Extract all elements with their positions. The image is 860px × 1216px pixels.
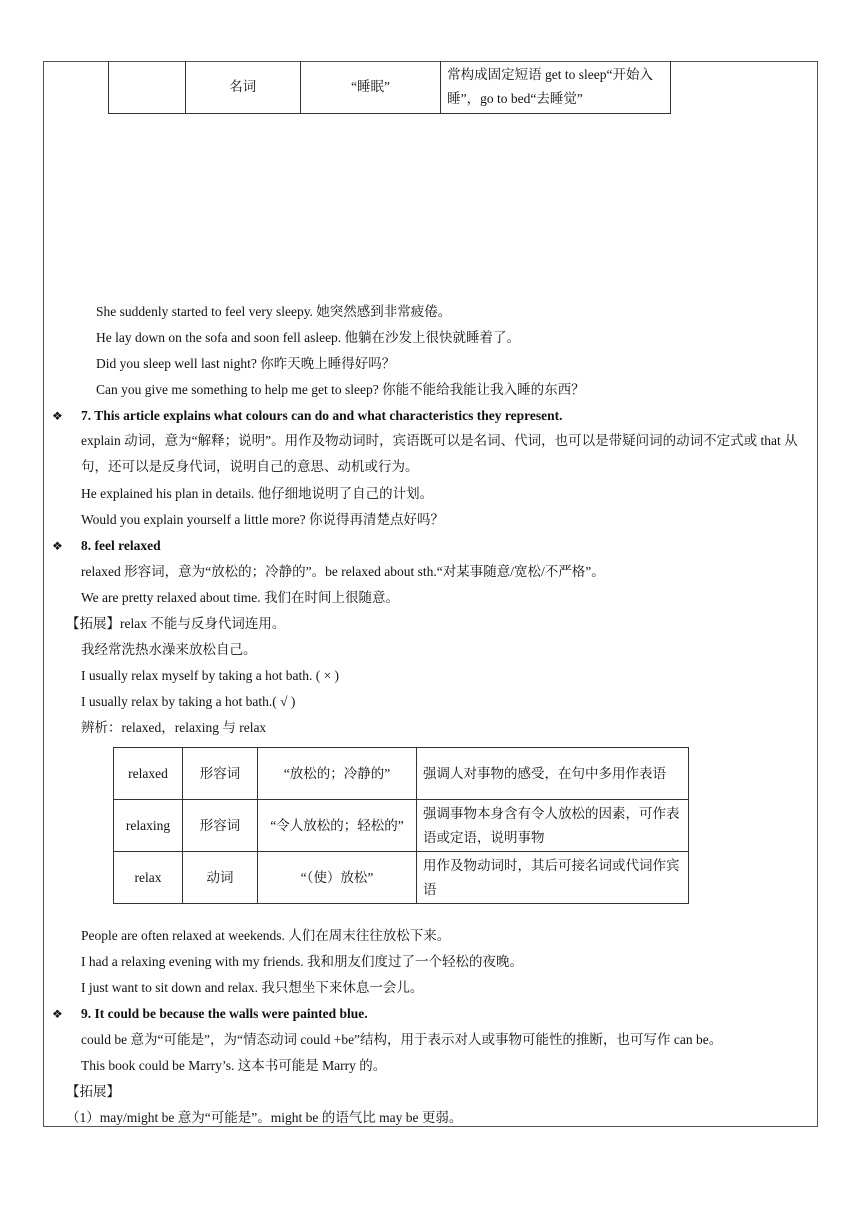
example-sentence: People are often relaxed at weekends. 人们在周末往往放松下来。 xyxy=(81,928,451,943)
explanation-text: could be 意为“可能是”，为“情态动词 could +be”结构，用于表示对人或事物可能性的推断，也可写作 can be。 xyxy=(81,1032,723,1047)
example-sentence: Would you explain yourself a little more? 你说得再清楚点好吗？ xyxy=(81,512,444,527)
relax-compare-table xyxy=(113,747,689,904)
explanation-text: explain 动词，意为“解释；说明”。用作及物动词时，宾语既可以是名词、代词，也可以是带疑问词的动词不定式或 that 从句，还可以是反身代词，说明自己的意思、动机或行为。 xyxy=(81,433,798,474)
table-row xyxy=(114,852,689,904)
table-row xyxy=(109,61,671,114)
table-cell: relax xyxy=(114,852,183,904)
table-cell: 形容词 xyxy=(183,800,258,852)
note-text: （1）may/might be 意为“可能是”。might be 的语气比 may be 更弱。 xyxy=(66,1110,463,1125)
table-cell: 用作及物动词时，其后可接名词或代词作宾语 xyxy=(417,852,689,904)
right-example: I usually relax by taking a hot bath.( √ ) xyxy=(81,694,296,709)
table-cell: “放松的；冷静的” xyxy=(258,748,417,800)
table-cell: relaxing xyxy=(114,800,183,852)
table-cell: “令人放松的；轻松的” xyxy=(258,800,417,852)
example-sentence: He explained his plan in details. 他仔细地说明了自己的计划。 xyxy=(81,486,434,501)
example-sentence: Did you sleep well last night? 你昨天晚上睡得好吗？ xyxy=(96,356,396,371)
example-sentence: 我经常洗热水澡来放松自己。 xyxy=(81,642,257,657)
wrong-example: I usually relax myself by taking a hot bath. ( × ) xyxy=(81,668,340,683)
example-sentence: We are pretty relaxed about time. 我们在时间上很随意。 xyxy=(81,590,399,605)
table-cell: 名词 xyxy=(185,61,300,114)
table-cell: 形容词 xyxy=(183,748,258,800)
expand-note: 【拓展】 xyxy=(66,1084,120,1099)
table-cell: 强调人对事物的感受，在句中多用作表语 xyxy=(417,748,689,800)
item-heading: 7. This article explains what colours can do and what characteristics they represent. xyxy=(81,408,563,423)
example-sentence: I just want to sit down and relax. 我只想坐下来休息一会儿。 xyxy=(81,980,424,995)
table-cell: “（使）放松” xyxy=(258,852,417,904)
example-sentence: He lay down on the sofa and soon fell asleep. 他躺在沙发上很快就睡着了。 xyxy=(96,330,521,345)
example-sentence: She suddenly started to feel very sleepy. 她突然感到非常疲倦。 xyxy=(96,304,452,319)
table-row xyxy=(114,748,689,800)
item-heading: 8. feel relaxed xyxy=(81,538,161,553)
table-cell: 强调事物本身含有令人放松的因素，可作表语或定语，说明事物 xyxy=(417,800,689,852)
example-sentence: This book could be Marry’s. 这本书可能是 Marry 的。 xyxy=(81,1058,387,1073)
item-heading: 9. It could be because the walls were painted blue. xyxy=(81,1006,368,1021)
table-row xyxy=(114,800,689,852)
sleep-table xyxy=(108,61,671,114)
table-cell: 动词 xyxy=(183,852,258,904)
example-sentence: I had a relaxing evening with my friends. 我和朋友们度过了一个轻松的夜晚。 xyxy=(81,954,524,969)
table-cell: “睡眠” xyxy=(300,61,440,114)
table-cell: 常构成固定短语 get to sleep“开始入睡”，go to bed“去睡觉” xyxy=(441,61,671,114)
diamond-bullet-icon: ❖ xyxy=(52,539,63,553)
expand-note: 【拓展】relax 不能与反身代词连用。 xyxy=(66,616,286,631)
diamond-bullet-icon: ❖ xyxy=(52,409,63,423)
diamond-bullet-icon: ❖ xyxy=(52,1007,63,1021)
explanation-text: relaxed 形容词，意为“放松的；冷静的”。be relaxed about sth.“对某事随意/宽松/不严格”。 xyxy=(81,564,605,579)
table-cell xyxy=(109,61,186,114)
compare-heading: 辨析：relaxed，relaxing 与 relax xyxy=(81,720,267,735)
table-cell: relaxed xyxy=(114,748,183,800)
example-sentence: Can you give me something to help me get to sleep? 你能不能给我能让我入睡的东西？ xyxy=(96,382,585,397)
